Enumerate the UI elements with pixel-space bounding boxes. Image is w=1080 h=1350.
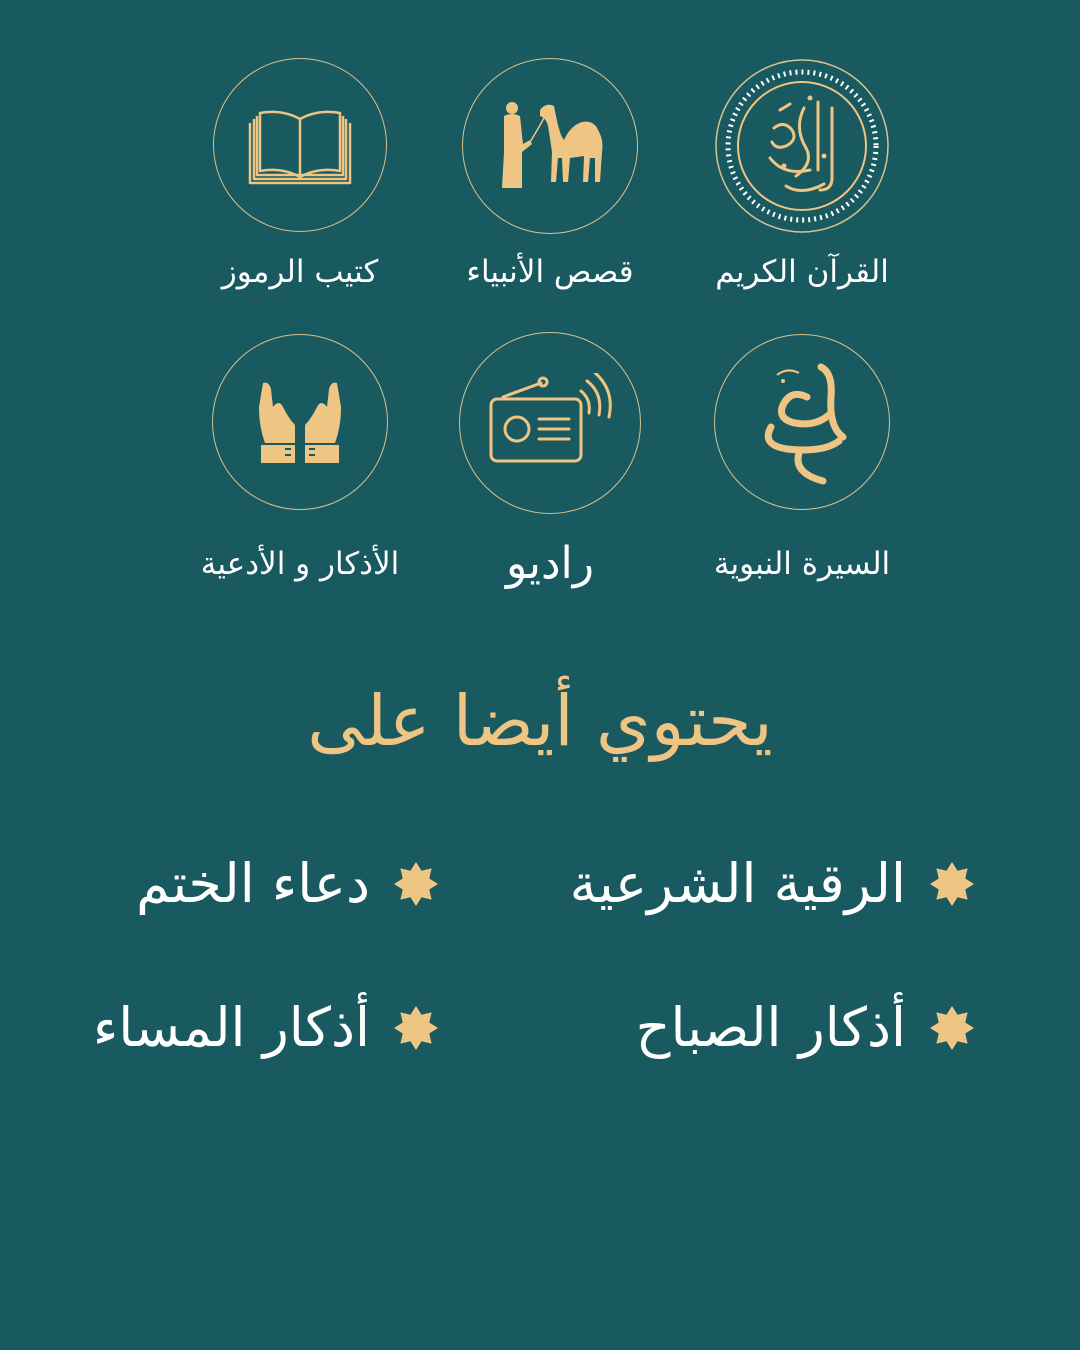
tile-label-booklet: كتيب الرموز bbox=[221, 254, 379, 290]
feature-morning-adhkar[interactable] bbox=[636, 996, 976, 1059]
tile-prophet-biography[interactable] bbox=[702, 334, 902, 594]
tile-label-dhikr: الأذكار و الأدعية bbox=[200, 546, 400, 582]
star-bullet-icon bbox=[392, 1004, 440, 1052]
feature-evening-adhkar[interactable] bbox=[93, 996, 440, 1059]
tile-symbols-booklet[interactable] bbox=[200, 58, 400, 308]
feature-ruqyah[interactable] bbox=[570, 852, 976, 915]
dhikr-circle bbox=[212, 334, 388, 510]
booklet-circle bbox=[213, 58, 387, 232]
feature-label: دعاء الختم bbox=[136, 852, 370, 915]
muhammad-calligraphy-icon bbox=[747, 357, 857, 487]
features-grid bbox=[0, 0, 1080, 640]
tile-label-prophets: قصص الأنبياء bbox=[466, 254, 634, 290]
section-title: يحتوي أيضا على bbox=[307, 680, 773, 762]
tile-label-biography: السيرة النبوية bbox=[713, 546, 891, 582]
prophets-circle bbox=[462, 58, 638, 234]
star-bullet-icon bbox=[392, 860, 440, 908]
tile-label-radio: راديو bbox=[505, 538, 595, 589]
radio-circle bbox=[459, 332, 641, 514]
feature-label: أذكار الصباح bbox=[635, 996, 906, 1059]
tile-prophets-stories[interactable] bbox=[450, 58, 650, 308]
radio-icon bbox=[485, 373, 615, 473]
open-book-icon bbox=[248, 105, 352, 185]
feature-khatm-dua[interactable] bbox=[136, 852, 440, 915]
praying-hands-icon bbox=[255, 377, 345, 467]
camel-icon bbox=[490, 96, 610, 196]
feature-label: الرقية الشرعية bbox=[569, 852, 906, 915]
star-bullet-icon bbox=[928, 1004, 976, 1052]
star-bullet-icon bbox=[928, 860, 976, 908]
quran-calligraphy-icon bbox=[714, 58, 890, 234]
quran-circle bbox=[714, 58, 890, 234]
feature-label: أذكار المساء bbox=[92, 996, 370, 1059]
tile-radio[interactable] bbox=[450, 332, 650, 594]
biography-circle bbox=[714, 334, 890, 510]
tile-quran[interactable] bbox=[702, 58, 902, 308]
tile-label-quran: القرآن الكريم bbox=[715, 254, 889, 290]
tile-dhikr-duas[interactable] bbox=[200, 334, 400, 594]
